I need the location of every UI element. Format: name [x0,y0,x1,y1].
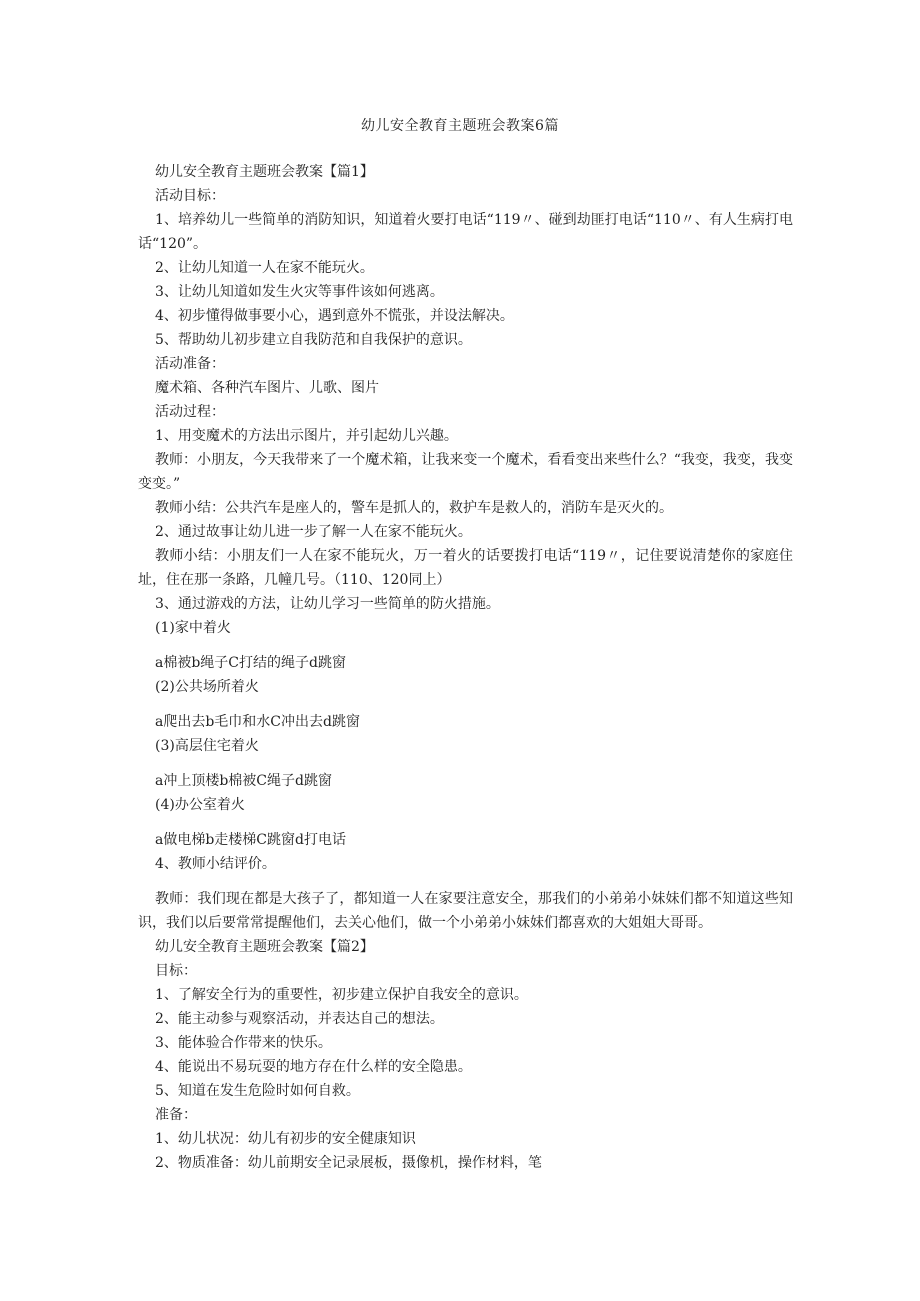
paragraph: 幼儿安全教育主题班会教案【篇2】 [155,939,374,955]
paragraph: 活动目标： [155,188,225,204]
paragraph: 1、了解安全行为的重要性，初步建立保护自我安全的意识。 [155,987,528,1003]
paragraph: 2、物质准备：幼儿前期安全记录展板，摄像机，操作材料，笔 [155,1155,542,1171]
paragraph: 活动准备： [155,356,225,372]
paragraph: (3)高层住宅着火 [155,738,259,754]
paragraph: 5、知道在发生危险时如何自救。 [155,1083,360,1099]
paragraph: 魔术箱、各种汽车图片、儿歌、图片 [155,380,379,396]
paragraph: (2)公共场所着火 [155,679,259,695]
document-body [138,160,793,1175]
paragraph: 2、通过故事让幼儿进一步了解一人在家不能玩火。 [155,524,472,540]
paragraph: 教师：小朋友，今天我带来了一个魔术箱，让我来变一个魔术，看看变出来些什么？“我变，我变，我变变变。” [138,452,793,492]
paragraph: 1、用变魔术的方法出示图片，并引起幼儿兴趣。 [155,428,458,444]
paragraph: 1、培养幼儿一些简单的消防知识，知道着火要打电话“119〃、碰到劫匪打电话“110〃、有人生病打电话“120”。 [138,212,793,252]
document-title: 幼儿安全教育主题班会教案6篇 [361,118,559,134]
paragraph: 幼儿安全教育主题班会教案【篇1】 [155,164,374,180]
paragraph: (4)办公室着火 [155,797,245,813]
paragraph: 3、能体验合作带来的快乐。 [155,1035,332,1051]
paragraph: 2、能主动参与观察活动，并表达自己的想法。 [155,1011,444,1027]
paragraph: a做电梯b走楼梯C跳窗d打电话 [155,832,346,848]
paragraph: 准备： [155,1107,197,1123]
paragraph: 目标： [155,963,197,979]
paragraph: 教师：我们现在都是大孩子了，都知道一人在家要注意安全，那我们的小弟弟小妹妹们都不知道这些知识，我们以后要常常提醒他们，去关心他们，做一个小弟弟小妹妹们都喜欢的大姐姐大哥哥。 [138,891,793,931]
paragraph: 教师小结：公共汽车是座人的，警车是抓人的，救护车是救人的，消防车是灭火的。 [155,500,673,516]
paragraph: 3、通过游戏的方法，让幼儿学习一些简单的防火措施。 [155,596,500,612]
paragraph: a爬出去b毛巾和水C冲出去d跳窗 [155,714,360,730]
paragraph: 4、能说出不易玩耍的地方存在什么样的安全隐患。 [155,1059,472,1075]
paragraph: 教师小结：小朋友们一人在家不能玩火，万一着火的话要拨打电话“119〃，记住要说清楚你的家庭住址，住在那一条路，几幢几号。（110、120同上） [138,548,793,588]
paragraph: 4、教师小结评价。 [155,856,276,872]
paragraph: 3、让幼儿知道如发生火灾等事件该如何逃离。 [155,284,444,300]
paragraph: (1)家中着火 [155,620,231,636]
paragraph: 2、让幼儿知道一人在家不能玩火。 [155,260,374,276]
paragraph: 1、幼儿状况：幼儿有初步的安全健康知识 [155,1131,416,1147]
paragraph: 4、初步懂得做事要小心，遇到意外不慌张，并设法解决。 [155,308,514,324]
paragraph: a棉被b绳子C打结的绳子d跳窗 [155,655,346,671]
paragraph: a冲上顶楼b棉被C绳子d跳窗 [155,773,332,789]
paragraph: 5、帮助幼儿初步建立自我防范和自我保护的意识。 [155,332,472,348]
paragraph: 活动过程： [155,404,225,420]
